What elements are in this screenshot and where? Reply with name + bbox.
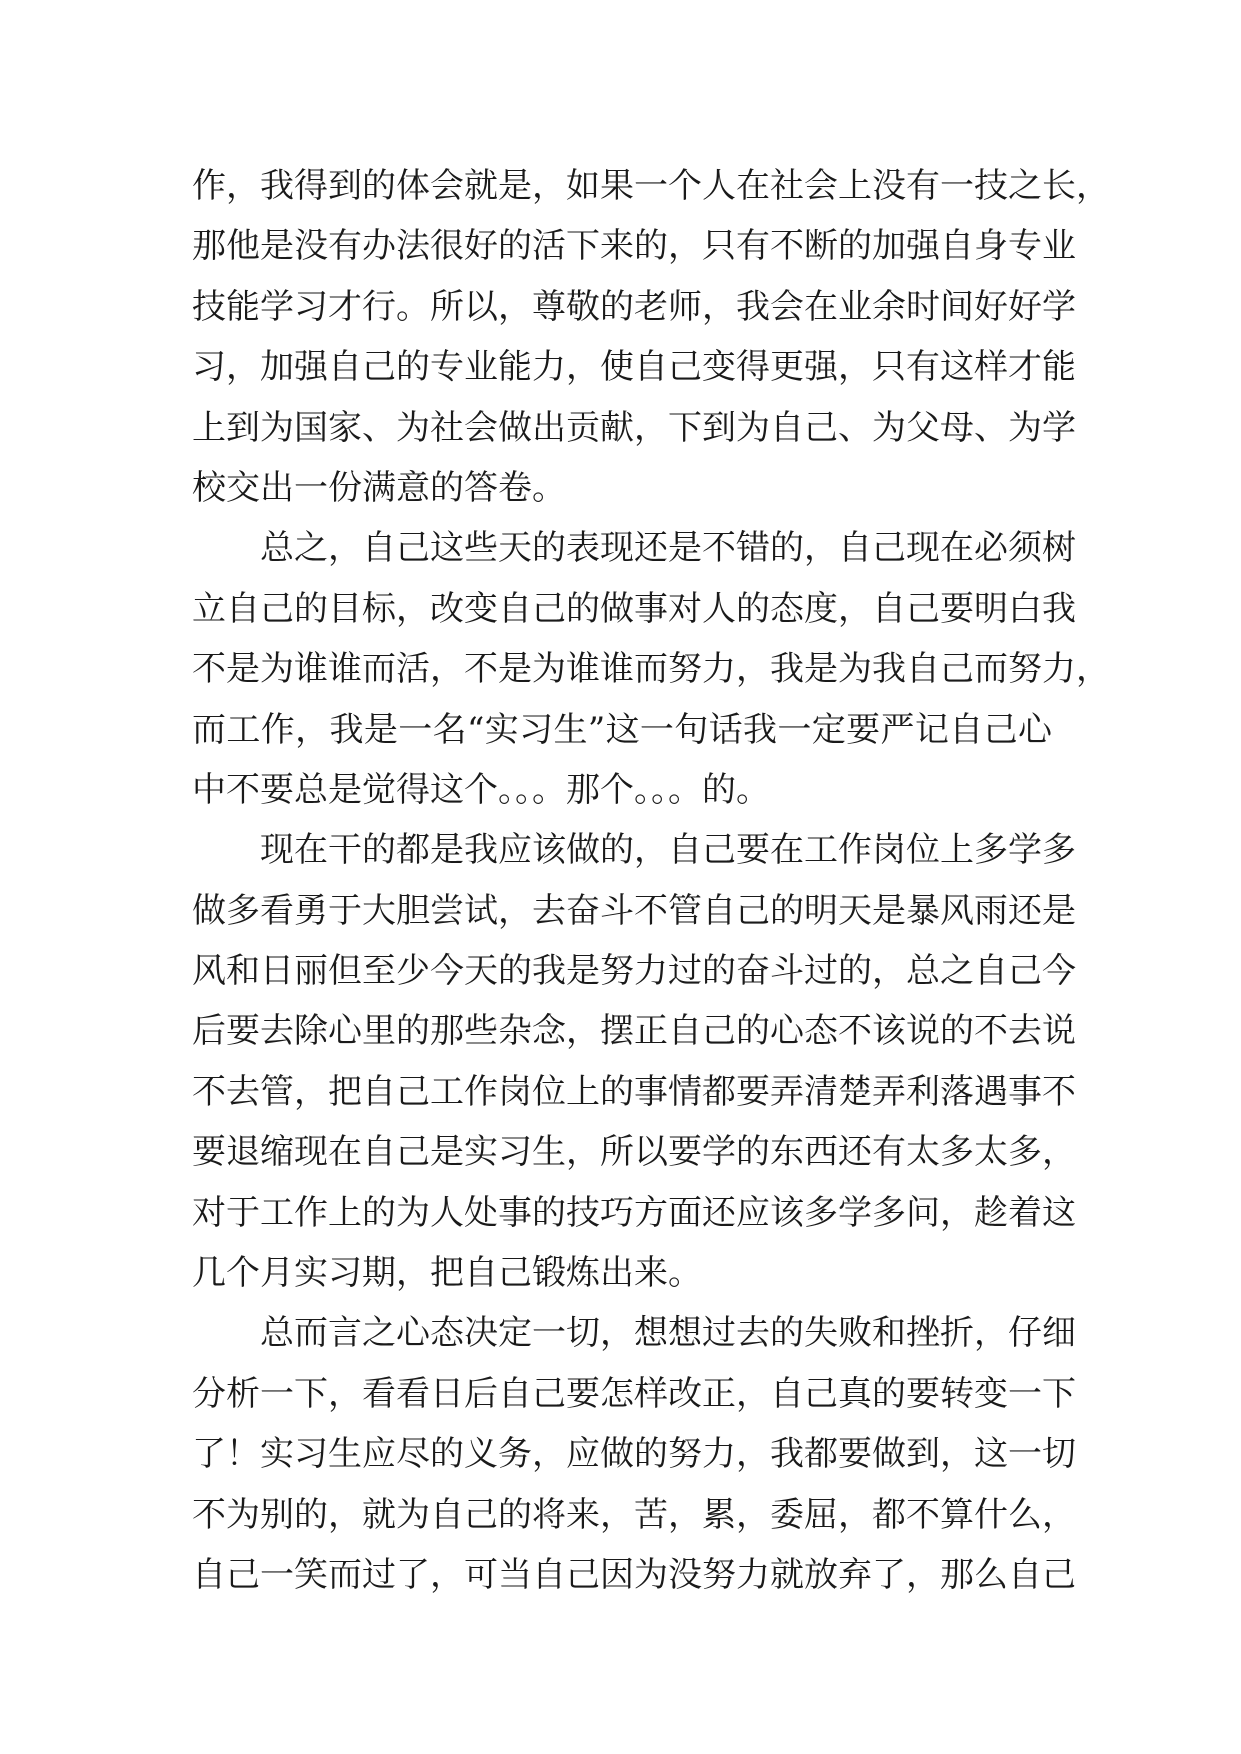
paragraph-first-line: 总而言之心态决定一切，想想过去的失败和挫折，仔细 (260, 1313, 1076, 1354)
body-text (192, 156, 1110, 1605)
text-line: 而工作，我是一名“实习生”这一句话我一定要严记自己心 (192, 709, 1052, 750)
text-line: 自己一笑而过了，可当自己因为没努力就放弃了，那么自己 (192, 1554, 1076, 1595)
text-line: 对于工作上的为人处事的技巧方面还应该多学多问，趁着这 (192, 1192, 1076, 1233)
text-line: 上到为国家、为社会做出贡献，下到为自己、为父母、为学 (192, 407, 1076, 448)
text-line: 要退缩现在自己是实习生，所以要学的东西还有太多太多， (192, 1132, 1076, 1173)
text-line: 不为别的，就为自己的将来，苦，累，委屈，都不算什么， (192, 1494, 1076, 1535)
text-line: 校交出一份满意的答卷。 (192, 467, 566, 508)
text-line: 中不要总是觉得这个。。。那个。。。的。 (192, 769, 770, 810)
text-line: 不去管，把自己工作岗位上的事情都要弄清楚弄利落遇事不 (192, 1071, 1076, 1112)
text-line: 技能学习才行。所以，尊敬的老师，我会在业余时间好好学 (192, 286, 1076, 327)
text-line: 作，我得到的体会就是，如果一个人在社会上没有一技之长， (192, 166, 1110, 206)
text-line: 习，加强自己的专业能力，使自己变得更强，只有这样才能 (192, 347, 1076, 388)
text-line: 几个月实习期，把自己锻炼出来。 (192, 1253, 702, 1294)
paragraph-first-line: 总之，自己这些天的表现还是不错的，自己现在必须树 (260, 528, 1076, 569)
paragraph-first-line: 现在干的都是我应该做的，自己要在工作岗位上多学多 (260, 830, 1076, 871)
text-line: 不是为谁谁而活，不是为谁谁而努力，我是为我自己而努力， (192, 649, 1110, 690)
text-line: 立自己的目标，改变自己的做事对人的态度，自己要明白我 (192, 588, 1076, 629)
text-line: 分析一下，看看日后自己要怎样改正，自己真的要转变一下 (192, 1373, 1076, 1414)
text-line: 了！实习生应尽的义务，应做的努力，我都要做到，这一切 (192, 1434, 1076, 1475)
text-line: 做多看勇于大胆尝试，去奋斗不管自己的明天是暴风雨还是 (192, 890, 1076, 931)
text-line: 风和日丽但至少今天的我是努力过的奋斗过的，总之自己今 (192, 951, 1076, 992)
text-line: 后要去除心里的那些杂念，摆正自己的心态不该说的不去说 (192, 1011, 1076, 1052)
text-line: 那他是没有办法很好的活下来的，只有不断的加强自身专业 (192, 226, 1076, 267)
